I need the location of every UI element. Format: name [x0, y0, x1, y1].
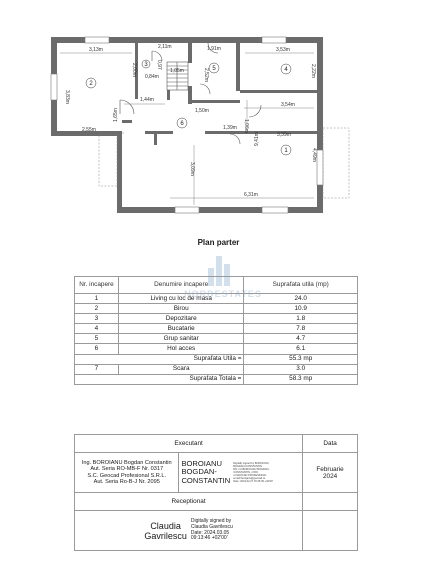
dim-097: 0,97 [156, 60, 162, 70]
room-5-number: 5 [212, 66, 216, 72]
table-row [75, 304, 358, 314]
room-nr: 5 [75, 334, 119, 344]
executant-signature-name [181, 460, 230, 485]
executant-line: Ing. BOROIANU Bogdan Constantin [81, 460, 172, 467]
room-area: 24.0 [244, 294, 358, 304]
signature-detail-line: CONSTANTIN, c=RO, [233, 471, 259, 474]
col-nr-header: Nr. incapere [75, 277, 119, 294]
room-name: Depozitare [118, 314, 244, 324]
signature-name-line: CONSTANTIN [181, 475, 231, 485]
dim-106: 1,06m [243, 119, 249, 133]
dim-222: 2,22m [310, 64, 316, 78]
dim-339: 3,39m [277, 132, 291, 138]
signature-detail-line: Digitally signed by [190, 517, 232, 524]
room-area: 1.8 [244, 314, 358, 324]
room-name: Grup sanitar [118, 334, 244, 344]
plan-stair [167, 62, 188, 90]
signature-detail-line: DN: cn=BOROIANU BOGDAN- [233, 468, 270, 471]
room-name: Birou [118, 304, 244, 314]
dim-313: 3,13m [89, 47, 103, 53]
signature-name-line: Gavrilescu [144, 530, 187, 541]
dim-353: 3,53m [276, 47, 290, 53]
plan-terrace [99, 128, 349, 198]
signature-detail-line: Date: 2024.02.27 15:25:36 +02'00' [233, 480, 273, 483]
receptionat-signature [75, 511, 303, 551]
floor-plan [0, 0, 437, 230]
plan-heading: Plan parter [197, 238, 240, 247]
plan-windows [51, 37, 323, 213]
room-nr: 6 [75, 344, 119, 354]
receptionat-signature-details [191, 519, 233, 542]
utila-label: Suprafata Utila = [75, 354, 244, 364]
totala-value: 58.3 mp [244, 374, 358, 384]
dim-150: 1,50m [195, 108, 209, 114]
signature-name-line: BOGDAN- [181, 467, 217, 477]
receptionat-header: Receptionat [75, 493, 303, 511]
signature-detail-line: 09:13:46 +02'00' [190, 535, 228, 542]
col-name-header: Denumire incapere [118, 277, 244, 294]
room-1-number: 1 [284, 148, 288, 154]
plan-dimension-lines [60, 53, 314, 205]
dim-252: 2,52m [203, 68, 209, 82]
signature-table [74, 434, 358, 551]
room-nr: 3 [75, 314, 119, 324]
receptionat-signature-name [144, 521, 187, 541]
room-area: 7.8 [244, 324, 358, 334]
room-area: 4.7 [244, 334, 358, 344]
signature-detail-line: Date: 2024.03.05 [190, 529, 230, 536]
room-name: Hol acces [118, 344, 244, 354]
dim-354: 3,54m [281, 102, 295, 108]
utila-total-row [75, 354, 358, 364]
dim-200: 2,00m [131, 63, 137, 77]
room-3-number: 3 [144, 62, 148, 68]
room-nr: 2 [75, 304, 119, 314]
totala-total-row [75, 374, 358, 384]
room-nr: 7 [75, 364, 119, 374]
dim-255: 2,55m [82, 127, 96, 133]
room-area: 3.0 [244, 364, 358, 374]
dim-383: 3,83m [64, 90, 70, 104]
signature-name-line: BOROIANU [181, 458, 222, 468]
table-row [75, 294, 358, 304]
signature-detail-line: email=borojanu@geocad.ro [233, 477, 266, 480]
dim-144: 1,44m [140, 97, 154, 103]
totala-label: Suprafata Totala = [75, 374, 244, 384]
plan-walls [51, 37, 323, 213]
room-name: Living cu loc de masa [118, 294, 244, 304]
executant-date [303, 453, 358, 493]
room-nr: 4 [75, 324, 119, 334]
plan-dimensions [64, 44, 317, 198]
dim-105: 1,05m [170, 68, 184, 74]
executant-header: Executant [75, 435, 303, 453]
signature-detail-line: Claudia Gavrilescu [190, 523, 233, 530]
room-name: Scara [118, 364, 244, 374]
executant-line: S.C. Geocad Profesional S.R.L. [87, 472, 167, 479]
dim-084: 0,84m [145, 74, 159, 80]
executant-signature-details [233, 462, 273, 483]
executant-line: Aut. Seria Ro-B-J Nr. 2095 [93, 478, 160, 485]
utila-value: 55.3 mp [244, 354, 358, 364]
executant-signature [179, 453, 303, 493]
dim-191: 1,91m [207, 46, 221, 52]
room-2-number: 2 [89, 81, 93, 87]
table-row [75, 314, 358, 324]
col-area-header: Suprafata utila (mp) [244, 277, 358, 294]
executant-line: Aut. Seria RO-MB-F Nr. 0317 [90, 466, 164, 473]
table-row [75, 344, 358, 354]
room-name: Bucatarie [118, 324, 244, 334]
dim-449: 4,49m [311, 148, 317, 162]
date-month: Februarie [316, 465, 344, 473]
dim-139: 1,39m [223, 125, 237, 131]
signature-detail-line: BOGDAN-CONSTANTIN [233, 465, 263, 468]
signature-name-line: Claudia [150, 520, 181, 531]
rooms-table [74, 276, 358, 385]
dim-941: 9,41m [254, 132, 260, 146]
table-row [75, 324, 358, 334]
dim-631: 6,31m [244, 192, 258, 198]
data-header: Data [303, 435, 358, 453]
signature-detail-line: o=GEOCAD PROFESIONAL [233, 474, 267, 477]
room-area: 6.1 [244, 344, 358, 354]
table-row [75, 334, 358, 344]
date-year: 2024 [322, 472, 338, 480]
dim-165: 1,65m [113, 108, 119, 122]
executant-details [75, 453, 179, 493]
watermark-text: NORDESTATES [184, 289, 262, 299]
room-nr: 1 [75, 294, 119, 304]
room-4-number: 4 [284, 67, 288, 73]
dim-211: 2,11m [158, 44, 172, 50]
signature-detail-line: Digitally signed by BOROIANU [233, 462, 269, 465]
receptionat-date [303, 511, 358, 551]
receptionat-date-empty [303, 493, 358, 511]
room-area: 10.9 [244, 304, 358, 314]
room-6-number: 6 [180, 121, 184, 127]
table-row [75, 364, 358, 374]
dim-309: 3,09m [189, 162, 195, 176]
